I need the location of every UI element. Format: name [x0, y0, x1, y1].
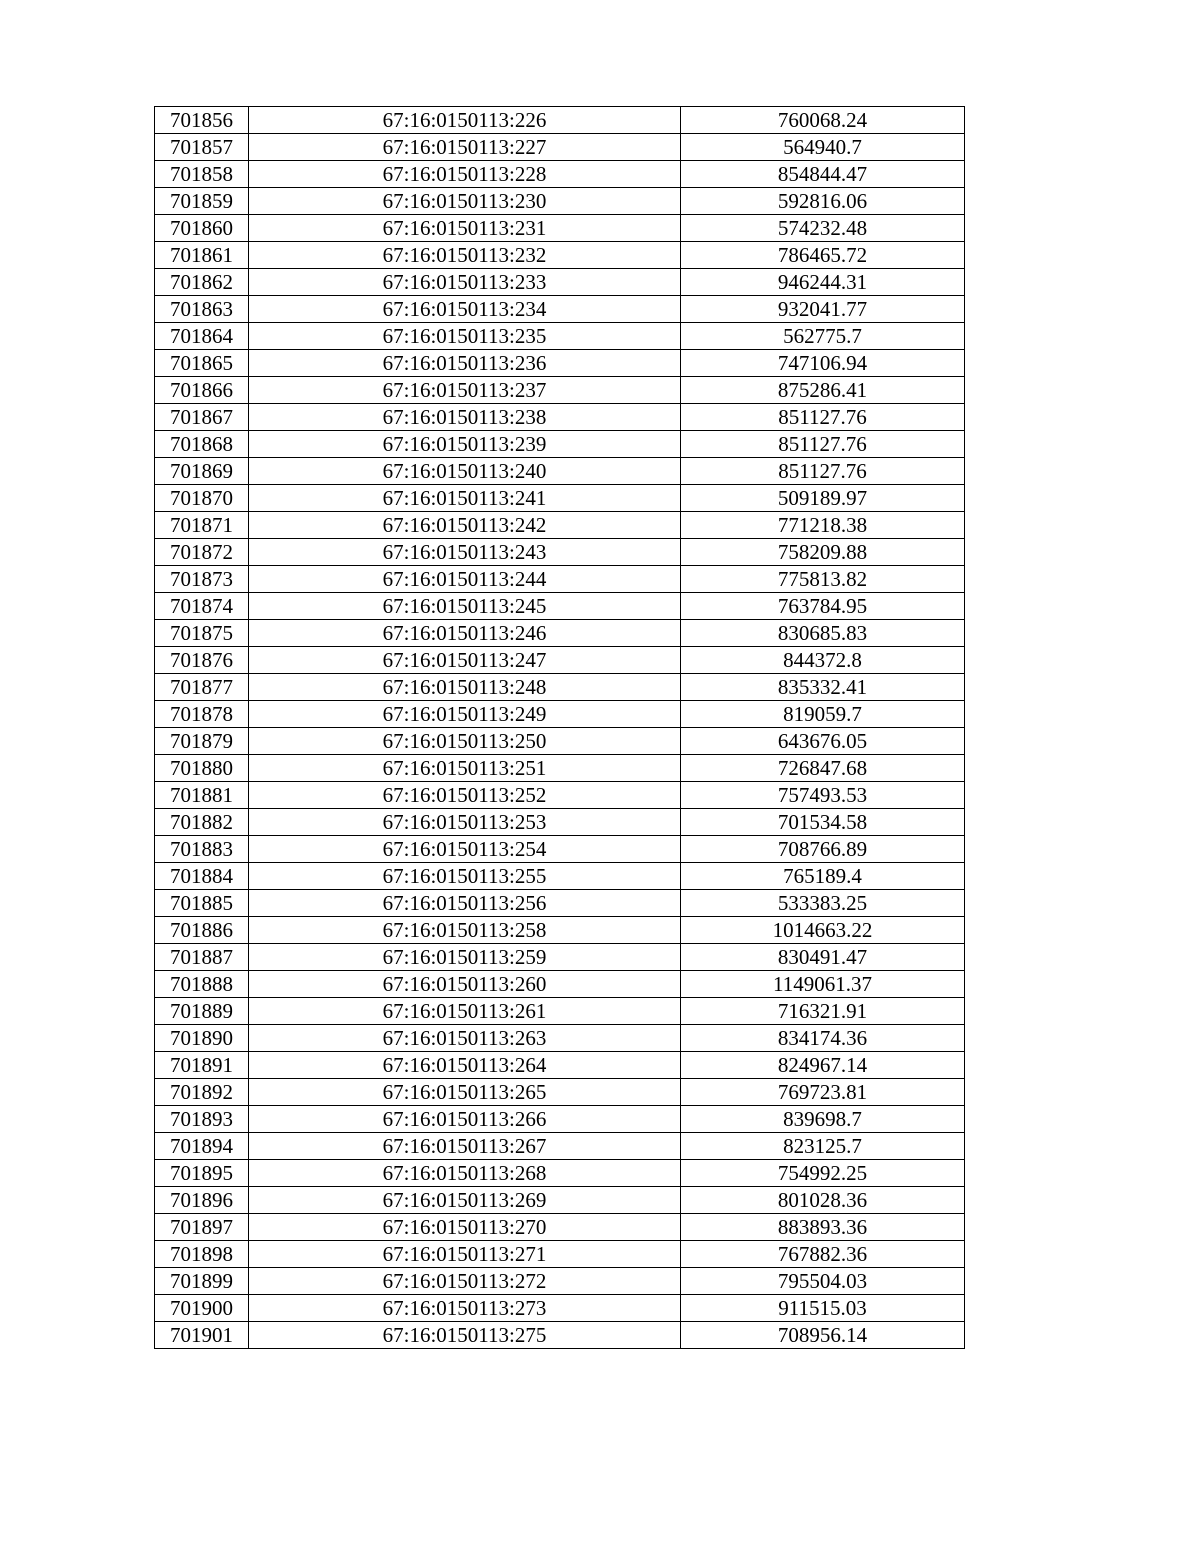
cadastral-value-cell: 844372.8 [681, 647, 965, 674]
row-number-cell: 701894 [155, 1133, 249, 1160]
table-row [155, 1106, 965, 1133]
row-number-cell: 701859 [155, 188, 249, 215]
cadastral-value-cell: 1014663.22 [681, 917, 965, 944]
cadastral-value-cell: 509189.97 [681, 485, 965, 512]
cadastral-value-cell: 946244.31 [681, 269, 965, 296]
table-row [155, 1322, 965, 1349]
cadastral-value-cell: 747106.94 [681, 350, 965, 377]
cadastral-number-cell: 67:16:0150113:234 [249, 296, 681, 323]
cadastral-value-cell: 771218.38 [681, 512, 965, 539]
row-number-cell: 701874 [155, 593, 249, 620]
table-row [155, 431, 965, 458]
row-number-cell: 701887 [155, 944, 249, 971]
row-number-cell: 701865 [155, 350, 249, 377]
table-row [155, 1241, 965, 1268]
cadastral-number-cell: 67:16:0150113:251 [249, 755, 681, 782]
cadastral-value-cell: 830491.47 [681, 944, 965, 971]
cadastral-value-cell: 708766.89 [681, 836, 965, 863]
table-row [155, 377, 965, 404]
cadastral-number-cell: 67:16:0150113:268 [249, 1160, 681, 1187]
row-number-cell: 701883 [155, 836, 249, 863]
row-number-cell: 701876 [155, 647, 249, 674]
row-number-cell: 701869 [155, 458, 249, 485]
cadastral-number-cell: 67:16:0150113:273 [249, 1295, 681, 1322]
row-number-cell: 701861 [155, 242, 249, 269]
cadastral-number-cell: 67:16:0150113:267 [249, 1133, 681, 1160]
row-number-cell: 701862 [155, 269, 249, 296]
cadastral-number-cell: 67:16:0150113:252 [249, 782, 681, 809]
table-row [155, 890, 965, 917]
cadastral-value-cell: 823125.7 [681, 1133, 965, 1160]
table-row [155, 836, 965, 863]
cadastral-number-cell: 67:16:0150113:235 [249, 323, 681, 350]
row-number-cell: 701863 [155, 296, 249, 323]
cadastral-number-cell: 67:16:0150113:272 [249, 1268, 681, 1295]
cadastral-number-cell: 67:16:0150113:258 [249, 917, 681, 944]
cadastral-value-cell: 592816.06 [681, 188, 965, 215]
row-number-cell: 701889 [155, 998, 249, 1025]
table-row [155, 1214, 965, 1241]
cadastral-number-cell: 67:16:0150113:261 [249, 998, 681, 1025]
cadastral-value-cell: 775813.82 [681, 566, 965, 593]
cadastral-value-cell: 757493.53 [681, 782, 965, 809]
table-row [155, 944, 965, 971]
cadastral-number-cell: 67:16:0150113:238 [249, 404, 681, 431]
cadastral-value-cell: 854844.47 [681, 161, 965, 188]
table-row [155, 701, 965, 728]
table-row [155, 971, 965, 998]
row-number-cell: 701881 [155, 782, 249, 809]
table-row [155, 323, 965, 350]
row-number-cell: 701872 [155, 539, 249, 566]
cadastral-number-cell: 67:16:0150113:271 [249, 1241, 681, 1268]
cadastral-number-cell: 67:16:0150113:244 [249, 566, 681, 593]
cadastral-value-cell: 765189.4 [681, 863, 965, 890]
table-row [155, 917, 965, 944]
cadastral-value-cell: 564940.7 [681, 134, 965, 161]
cadastral-number-cell: 67:16:0150113:246 [249, 620, 681, 647]
row-number-cell: 701899 [155, 1268, 249, 1295]
cadastral-value-cell: 562775.7 [681, 323, 965, 350]
cadastral-number-cell: 67:16:0150113:228 [249, 161, 681, 188]
cadastral-number-cell: 67:16:0150113:247 [249, 647, 681, 674]
cadastral-value-cell: 883893.36 [681, 1214, 965, 1241]
cadastral-number-cell: 67:16:0150113:245 [249, 593, 681, 620]
table-row [155, 242, 965, 269]
cadastral-number-cell: 67:16:0150113:233 [249, 269, 681, 296]
row-number-cell: 701871 [155, 512, 249, 539]
cadastral-number-cell: 67:16:0150113:263 [249, 1025, 681, 1052]
table-row [155, 296, 965, 323]
table-row [155, 1160, 965, 1187]
row-number-cell: 701898 [155, 1241, 249, 1268]
cadastral-value-cell: 851127.76 [681, 431, 965, 458]
cadastral-number-cell: 67:16:0150113:231 [249, 215, 681, 242]
cadastral-number-cell: 67:16:0150113:243 [249, 539, 681, 566]
cadastral-number-cell: 67:16:0150113:250 [249, 728, 681, 755]
row-number-cell: 701856 [155, 107, 249, 134]
cadastral-number-cell: 67:16:0150113:266 [249, 1106, 681, 1133]
table-row [155, 107, 965, 134]
cadastral-value-cell: 839698.7 [681, 1106, 965, 1133]
table-row [155, 1187, 965, 1214]
row-number-cell: 701860 [155, 215, 249, 242]
table-row [155, 620, 965, 647]
table-row [155, 1052, 965, 1079]
table-row [155, 809, 965, 836]
cadastral-value-cell: 835332.41 [681, 674, 965, 701]
table-row [155, 1025, 965, 1052]
cadastral-value-table [154, 106, 965, 1349]
table-row [155, 161, 965, 188]
cadastral-number-cell: 67:16:0150113:237 [249, 377, 681, 404]
table-row [155, 593, 965, 620]
table-row [155, 458, 965, 485]
table-row [155, 647, 965, 674]
cadastral-number-cell: 67:16:0150113:254 [249, 836, 681, 863]
table-row [155, 728, 965, 755]
cadastral-value-cell: 701534.58 [681, 809, 965, 836]
row-number-cell: 701900 [155, 1295, 249, 1322]
row-number-cell: 701866 [155, 377, 249, 404]
cadastral-number-cell: 67:16:0150113:242 [249, 512, 681, 539]
cadastral-number-cell: 67:16:0150113:260 [249, 971, 681, 998]
table-row [155, 485, 965, 512]
cadastral-number-cell: 67:16:0150113:240 [249, 458, 681, 485]
cadastral-value-cell: 786465.72 [681, 242, 965, 269]
table-row [155, 134, 965, 161]
table-row [155, 998, 965, 1025]
table-row [155, 566, 965, 593]
cadastral-number-cell: 67:16:0150113:232 [249, 242, 681, 269]
cadastral-value-cell: 708956.14 [681, 1322, 965, 1349]
table-row [155, 269, 965, 296]
row-number-cell: 701870 [155, 485, 249, 512]
row-number-cell: 701897 [155, 1214, 249, 1241]
row-number-cell: 701879 [155, 728, 249, 755]
cadastral-value-cell: 795504.03 [681, 1268, 965, 1295]
cadastral-number-cell: 67:16:0150113:227 [249, 134, 681, 161]
cadastral-number-cell: 67:16:0150113:253 [249, 809, 681, 836]
row-number-cell: 701873 [155, 566, 249, 593]
cadastral-number-cell: 67:16:0150113:226 [249, 107, 681, 134]
cadastral-value-cell: 769723.81 [681, 1079, 965, 1106]
row-number-cell: 701896 [155, 1187, 249, 1214]
cadastral-number-cell: 67:16:0150113:256 [249, 890, 681, 917]
cadastral-value-cell: 801028.36 [681, 1187, 965, 1214]
cadastral-value-cell: 911515.03 [681, 1295, 965, 1322]
table-row [155, 755, 965, 782]
cadastral-value-cell: 533383.25 [681, 890, 965, 917]
row-number-cell: 701877 [155, 674, 249, 701]
cadastral-number-cell: 67:16:0150113:255 [249, 863, 681, 890]
cadastral-number-cell: 67:16:0150113:249 [249, 701, 681, 728]
table-row [155, 512, 965, 539]
cadastral-value-cell: 767882.36 [681, 1241, 965, 1268]
row-number-cell: 701891 [155, 1052, 249, 1079]
cadastral-number-cell: 67:16:0150113:275 [249, 1322, 681, 1349]
row-number-cell: 701888 [155, 971, 249, 998]
cadastral-value-cell: 1149061.37 [681, 971, 965, 998]
cadastral-number-cell: 67:16:0150113:269 [249, 1187, 681, 1214]
cadastral-value-cell: 643676.05 [681, 728, 965, 755]
cadastral-value-cell: 824967.14 [681, 1052, 965, 1079]
row-number-cell: 701868 [155, 431, 249, 458]
table-row [155, 1268, 965, 1295]
row-number-cell: 701886 [155, 917, 249, 944]
row-number-cell: 701864 [155, 323, 249, 350]
cadastral-number-cell: 67:16:0150113:264 [249, 1052, 681, 1079]
table-row [155, 350, 965, 377]
cadastral-number-cell: 67:16:0150113:265 [249, 1079, 681, 1106]
row-number-cell: 701893 [155, 1106, 249, 1133]
table-row [155, 539, 965, 566]
row-number-cell: 701884 [155, 863, 249, 890]
cadastral-number-cell: 67:16:0150113:259 [249, 944, 681, 971]
cadastral-value-cell: 754992.25 [681, 1160, 965, 1187]
cadastral-value-cell: 760068.24 [681, 107, 965, 134]
row-number-cell: 701878 [155, 701, 249, 728]
table-row [155, 1079, 965, 1106]
cadastral-number-cell: 67:16:0150113:236 [249, 350, 681, 377]
cadastral-number-cell: 67:16:0150113:248 [249, 674, 681, 701]
row-number-cell: 701885 [155, 890, 249, 917]
row-number-cell: 701890 [155, 1025, 249, 1052]
cadastral-value-cell: 830685.83 [681, 620, 965, 647]
row-number-cell: 701857 [155, 134, 249, 161]
cadastral-value-cell: 763784.95 [681, 593, 965, 620]
table-row [155, 1133, 965, 1160]
cadastral-value-cell: 726847.68 [681, 755, 965, 782]
cadastral-value-cell: 851127.76 [681, 404, 965, 431]
table-row [155, 674, 965, 701]
cadastral-number-cell: 67:16:0150113:270 [249, 1214, 681, 1241]
row-number-cell: 701895 [155, 1160, 249, 1187]
table-row [155, 782, 965, 809]
row-number-cell: 701858 [155, 161, 249, 188]
cadastral-number-cell: 67:16:0150113:239 [249, 431, 681, 458]
table-row [155, 1295, 965, 1322]
cadastral-value-cell: 834174.36 [681, 1025, 965, 1052]
cadastral-number-cell: 67:16:0150113:230 [249, 188, 681, 215]
cadastral-value-cell: 574232.48 [681, 215, 965, 242]
cadastral-value-cell: 758209.88 [681, 539, 965, 566]
table-row [155, 188, 965, 215]
cadastral-value-cell: 875286.41 [681, 377, 965, 404]
table-row [155, 215, 965, 242]
table-row [155, 404, 965, 431]
row-number-cell: 701867 [155, 404, 249, 431]
table-row [155, 863, 965, 890]
row-number-cell: 701901 [155, 1322, 249, 1349]
cadastral-value-cell: 819059.7 [681, 701, 965, 728]
table-body [155, 107, 965, 1349]
cadastral-number-cell: 67:16:0150113:241 [249, 485, 681, 512]
row-number-cell: 701875 [155, 620, 249, 647]
row-number-cell: 701892 [155, 1079, 249, 1106]
cadastral-value-cell: 851127.76 [681, 458, 965, 485]
row-number-cell: 701882 [155, 809, 249, 836]
cadastral-value-cell: 932041.77 [681, 296, 965, 323]
cadastral-value-cell: 716321.91 [681, 998, 965, 1025]
row-number-cell: 701880 [155, 755, 249, 782]
